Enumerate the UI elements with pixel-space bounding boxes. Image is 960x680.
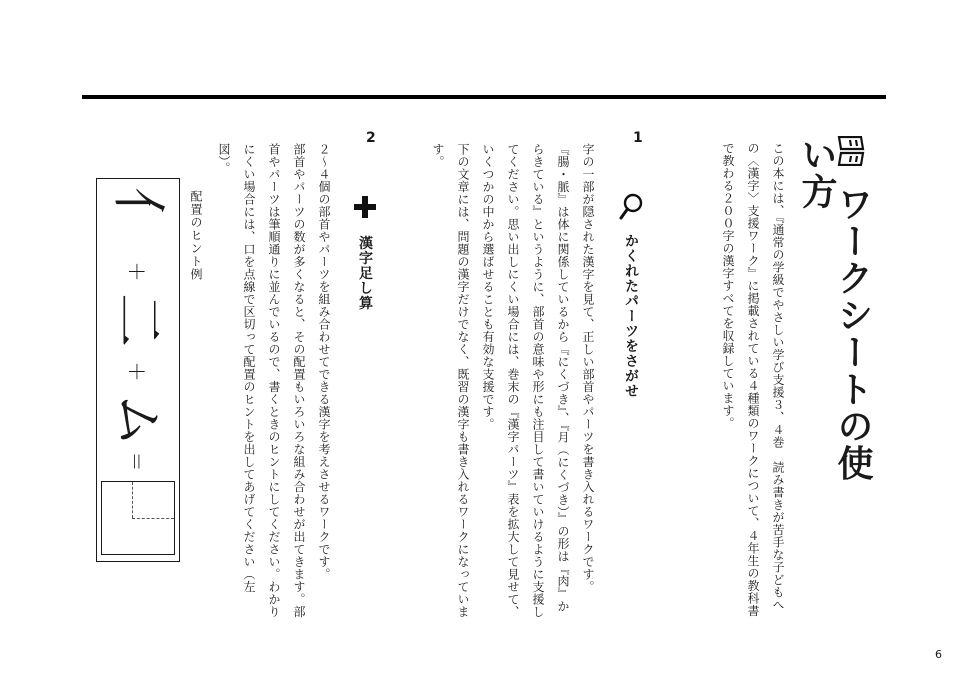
section2-paragraph-1: ２〜４個の部首やパーツを組み合わせてできる漢字を考えさせるワークです。: [317, 143, 331, 581]
section1-heading: かくれたパーツをさがせ: [623, 233, 639, 399]
hint-equals: ＝: [124, 451, 149, 472]
intro-text: [715, 142, 790, 622]
page-number: 6: [935, 648, 942, 661]
page-title-block: [796, 136, 873, 496]
answer-square: [101, 481, 175, 555]
section2-heading: 漢字足し算: [357, 235, 373, 311]
hint-plus-2: ＋: [124, 361, 149, 382]
section1-body: [425, 143, 600, 623]
section2-body: [211, 143, 336, 623]
section1-paragraph-1: 字の一部が隠された漢字を見て、正しい部首やパーツを書き入れるワークです。: [581, 143, 595, 593]
intro-paragraph: この本には、『通常の学級でやさしい学び支援３、４巻 読み書きが苦手な子どもへの〈漢字〉支援ワーク』に掲載されている４種類のワークについて、４年生の教科書で教わる２００字の漢字すべてを収録しています。: [721, 142, 785, 617]
hint-label: 配置のヒント例: [189, 190, 203, 281]
dotted-divider-horizontal: [132, 518, 174, 519]
section2-paragraph-2: 部首やパーツの数が多くなると、その配置もいろいろな組み合わせが出てきます。部首やパーツは筆順通りに並んでいるので、書くときのヒントにしてください。わかりにくい場合には、口を点線で区切って配置のヒントを出してあげてください（左図）。: [217, 143, 306, 618]
page-title: ワークシートの使い方: [796, 136, 873, 482]
hint-example-box: [96, 178, 180, 562]
dotted-divider-vertical: [132, 482, 133, 518]
hint-part-1: 亻: [107, 187, 170, 241]
section2-heading-block: [354, 196, 376, 311]
section2-number: 2: [366, 130, 376, 146]
hint-part-2: 二: [107, 293, 170, 347]
book-icon-svg: [835, 136, 869, 166]
plus-icon: [354, 196, 376, 218]
hint-part-3: ム: [107, 393, 170, 447]
section1-paragraph-3: 下の文章には、問題の漢字だけでなく、既習の漢字も書き入れるワークになっています。: [431, 143, 470, 618]
section1-heading-block: [618, 192, 644, 399]
section1-paragraph-2: 『腸・脈』は体に関係しているから『にくづき』、『月（にくづき）』の形は『肉』からきている』というように、部首の意味や形にも注目して書いていけるように支援してください。思い出しにくい場合には、巻末の『漢字パーツ』表を拡大して見せて、いくつかの中から選ばせることも有効な支援です。: [481, 143, 570, 618]
hint-parts-rotated: [97, 179, 179, 475]
header-rule: [82, 95, 886, 99]
magnifier-icon: [618, 192, 644, 222]
section1-number: 1: [633, 130, 643, 146]
book-icon: [834, 136, 870, 166]
hint-plus-1: ＋: [124, 261, 149, 282]
